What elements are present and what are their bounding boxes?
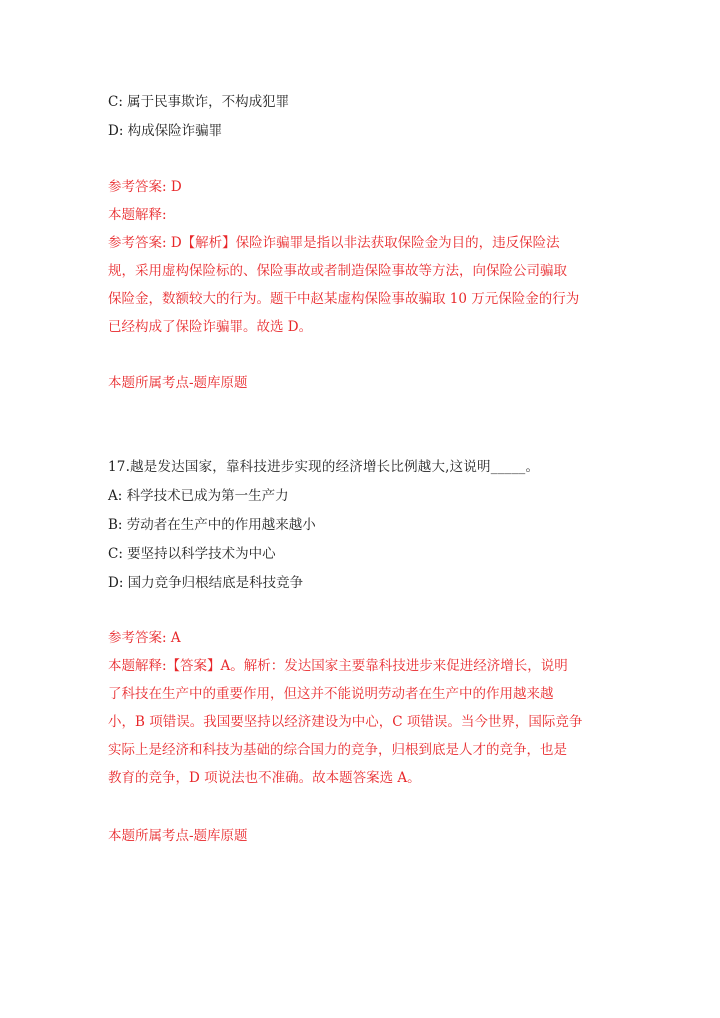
q16-explain-line-2: 规，采用虚构保险标的、保险事故或者制造保险事故等方法，向保险公司骗取 <box>108 263 567 279</box>
q17-answer: 参考答案: A <box>108 630 181 646</box>
q16-option-c: C: 属于民事欺诈，不构成犯罪 <box>108 94 290 110</box>
q17-option-d: D: 国力竞争归根结底是科技竞争 <box>108 575 304 591</box>
q17-option-b: B: 劳动者在生产中的作用越来越小 <box>108 517 316 533</box>
q16-answer: 参考答案: D <box>108 179 182 195</box>
q16-explain-line-3: 保险金，数额较大的行为。题干中赵某虚构保险事故骗取 10 万元保险金的行为 <box>108 291 580 307</box>
q16-explain-label: 本题解释: <box>108 207 167 223</box>
q17-option-c: C: 要坚持以科学技术为中心 <box>108 546 276 562</box>
q16-source: 本题所属考点-题库原题 <box>108 375 248 391</box>
q17-source: 本题所属考点-题库原题 <box>108 828 248 844</box>
q17-option-a: A: 科学技术已成为第一生产力 <box>108 488 289 504</box>
q17-explain-line-2: 了科技在生产中的重要作用，但这并不能说明劳动者在生产中的作用越来越 <box>108 686 554 702</box>
q17-question: 17.越是发达国家，靠科技进步实现的经济增长比例越大,这说明_____。 <box>108 459 540 475</box>
q16-explain-line-4: 已经构成了保险诈骗罪。故选 D。 <box>108 319 313 335</box>
q16-explain-line-1: 参考答案: D【解析】保险诈骗罪是指以非法获取保险金为目的，违反保险法 <box>108 235 560 251</box>
q17-explain-line-1: 本题解释:【答案】A。解析：发达国家主要靠科技进步来促进经济增长，说明 <box>108 658 568 674</box>
q16-option-d: D: 构成保险诈骗罪 <box>108 123 223 139</box>
q17-explain-line-4: 实际上是经济和科技为基础的综合国力的竞争，归根到底是人才的竞争，也是 <box>108 742 567 758</box>
q17-explain-line-5: 教育的竞争，D 项说法也不准确。故本题答案选 A。 <box>108 770 421 786</box>
q17-explain-line-3: 小，B 项错误。我国要坚持以经济建设为中心，C 项错误。当今世界，国际竞争 <box>108 714 583 730</box>
